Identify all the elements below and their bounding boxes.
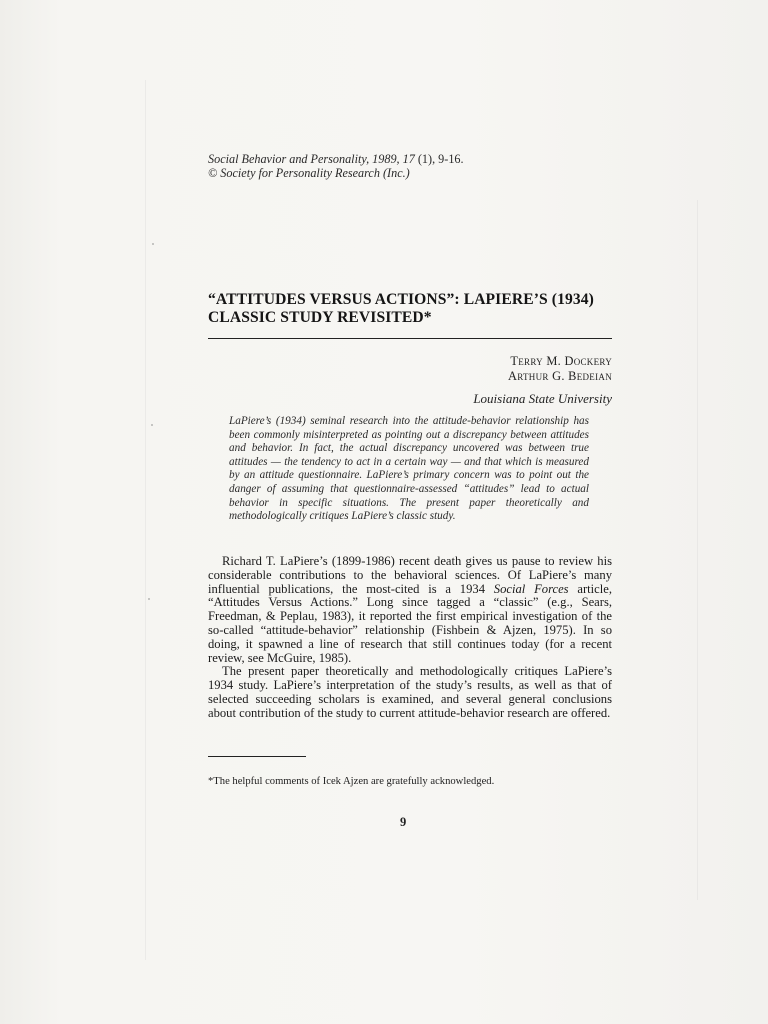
citation-journal: Social Behavior and Personality, 1989, 17 <box>208 152 415 166</box>
page-number: 9 <box>400 815 407 829</box>
footnote: *The helpful comments of Icek Ajzen are gratefully acknowledged. <box>208 776 495 787</box>
body-paragraph-1 <box>208 555 612 665</box>
author-name: Terry M. Dockery <box>510 354 612 368</box>
journal-citation <box>208 152 464 180</box>
title-line-2: CLASSIC STUDY REVISITED* <box>208 309 432 326</box>
scan-artifact-right <box>697 200 698 900</box>
scan-speck <box>152 243 154 245</box>
scan-artifact-left <box>145 80 146 960</box>
author-name: Arthur G. Bedeian <box>507 368 612 383</box>
copyright-line: © Society for Personality Research (Inc.) <box>208 166 410 180</box>
abstract: LaPiere’s (1934) seminal research into the attitude-behavior relationship has been commonly misinterpreted as pointing out a discrepancy between attitudes and behavior. In fact, the actual discrepancy uncovered was between true attitudes — the tendency to act in a certain way — and that which is measured by an attitude questionnaire. LaPiere’s primary concern was to point out the danger of assuming that questionnaire-assessed “attitudes” lead to actual behavior in specific situations. The present paper theoretically and methodologically critiques LaPiere’s classic study. <box>229 415 589 523</box>
journal-name-italic: Social Forces <box>493 581 569 596</box>
author-list <box>508 354 612 383</box>
body-paragraph-2: The present paper theoretically and methodologically critiques LaPiere’s 1934 study. LaPiere’s interpretation of the study’s results, as well as that of selected succeeding scholars is examined, and several general conclusions about contribution of the study to current attitude-behavior research are offered. <box>208 664 612 720</box>
citation-issue: (1), 9-16. <box>414 152 464 166</box>
body-text-run: Richard T. LaPiere’s (1899-1986) recent death gives us pause to review his considerable contributions to the behavioral sciences. Of LaPiere’s many influential publications, the most-cited is a 1934 <box>208 554 612 596</box>
citation-line <box>208 152 464 166</box>
footnote-rule <box>208 756 306 757</box>
body-text-run: article, “Attitudes Versus Actions.” Long since tagged a “classic” (e.g., Sears, Freedman, & Peplau, 1983), it reported the first empirical investigation of the so-called “attitude-behavior” relationship (Fishbein & Ajzen, 1975). In so doing, it spawned a line of research that still continues today (for a recent review, see McGuire, 1985). <box>208 581 612 665</box>
article-body <box>208 555 612 721</box>
title-line-1: “ATTITUDES VERSUS ACTIONS”: LAPIERE’S (1934) <box>208 291 594 308</box>
author-affiliation: Louisiana State University <box>473 391 612 406</box>
scan-speck <box>151 424 153 426</box>
scan-speck <box>148 598 150 600</box>
title-rule <box>208 338 612 339</box>
article-title <box>208 291 628 327</box>
